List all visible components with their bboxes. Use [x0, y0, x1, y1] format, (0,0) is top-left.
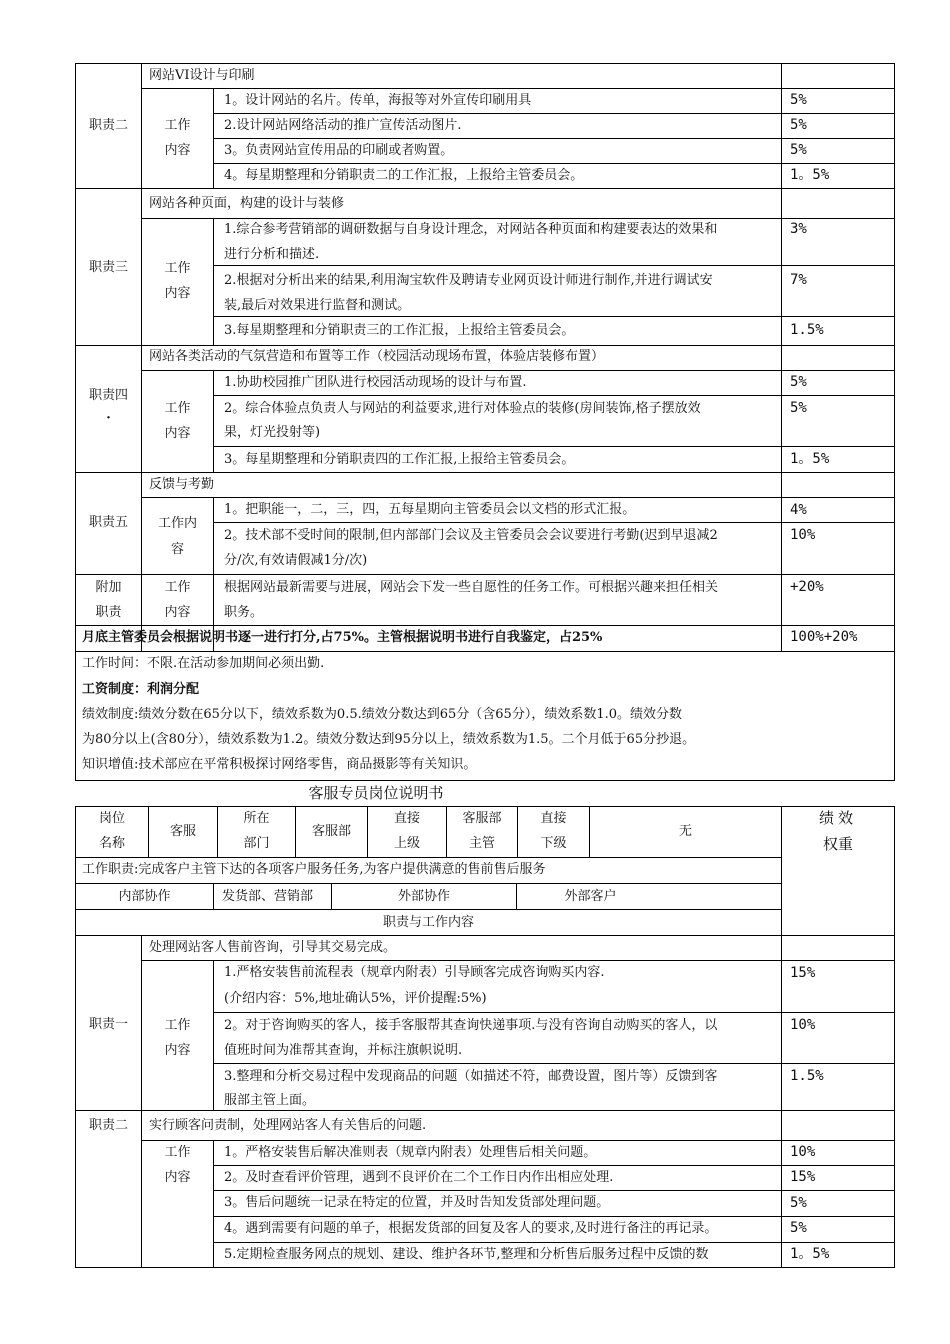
task-weight: 15%: [790, 965, 816, 981]
duty-header: 反馈与考勤: [149, 477, 215, 492]
table-border: [213, 370, 214, 472]
table-border: [894, 806, 895, 1268]
task-text: 3。售后问题统一记录在特定的位置，并及时告知发货部处理问题。: [224, 1195, 610, 1210]
duty-header: 网站各类活动的气氛营造和布置等工作（校园活动现场布置，体验店装修布置）: [149, 349, 605, 364]
work-label: 工作: [164, 401, 191, 416]
work-label: 工作: [164, 1145, 191, 1160]
task-weight: 1.5%: [790, 322, 824, 338]
table-border: [213, 218, 214, 345]
duty-label: 职责四: [88, 388, 128, 403]
task-weight: 10%: [790, 1144, 816, 1160]
task-weight: 15%: [790, 1169, 816, 1185]
duty-header: 处理网站客人售前咨询，引导其交易完成。: [149, 940, 397, 955]
task-text: 1。把职能一，二，三，四，五每星期向主管委员会以文档的形式汇报。: [224, 502, 636, 517]
external-collab-label: 外部协作: [397, 889, 450, 904]
work-label: 内容: [164, 1043, 191, 1058]
supervisor-value: 主管: [468, 836, 495, 851]
task-text: 果，灯光投射等): [224, 425, 321, 440]
task-weight: 1.5%: [790, 1068, 824, 1084]
internal-collab-value: 发货部、营销部: [222, 889, 314, 904]
task-weight: 5%: [790, 1220, 807, 1236]
task-weight: 1。5%: [790, 1246, 830, 1262]
task-weight: 10%: [790, 527, 816, 543]
table-border: [75, 806, 76, 1268]
task-weight: 10%: [790, 1017, 816, 1033]
duty-label: 职责: [95, 605, 122, 620]
department-label: 所在: [243, 811, 270, 826]
task-text: 服部主管上面。: [224, 1093, 316, 1108]
supervisor-value: 客服部: [462, 811, 502, 826]
task-text: 2。综合体验点负责人与网站的利益要求,进行对体验点的装修(房间装饰,格子摆放效: [224, 401, 701, 416]
work-label: 工作: [164, 118, 191, 133]
table-border: [781, 806, 782, 1268]
work-label: 工作: [164, 261, 191, 276]
duty-label: 职责二: [88, 118, 128, 133]
weight-label: 绩效: [818, 809, 857, 827]
duty-summary: 工作职责:完成客户主管下达的各项客户服务任务,为客户提供满意的售前售后服务: [82, 862, 546, 877]
duty-label: 职责二: [88, 1118, 128, 1133]
task-weight: 1。5%: [790, 167, 830, 183]
work-label: 内容: [164, 605, 191, 620]
table-border: [781, 63, 782, 651]
table-border: [213, 960, 214, 1110]
weight-label: 权重: [822, 835, 853, 853]
task-weight: 1。5%: [790, 451, 830, 467]
task-weight: 5%: [790, 400, 807, 416]
work-label: 容: [170, 542, 184, 557]
task-text: 3。每星期整理和分销职责四的工作汇报,上报给主管委员会。: [224, 452, 575, 467]
work-time-note: 工作时间：不限.在活动参加期间必须出勤.: [82, 656, 325, 671]
work-label: 工作: [164, 580, 191, 595]
task-weight: 5%: [790, 1195, 807, 1211]
task-text: 进行分析和描述.: [224, 247, 320, 262]
task-weight: 5%: [790, 92, 807, 108]
task-text: 2.根据对分析出来的结果,利用淘宝软件及聘请专业网页设计师进行制作,并进行调试安: [224, 273, 713, 288]
task-text: 分/次,有效请假减1分/次): [224, 553, 368, 568]
work-label: 工作内: [157, 516, 197, 531]
duty-label: 附加: [95, 580, 122, 595]
scoring-summary: 月底主管委员会根据说明书逐一进行打分,占75%。主管根据说明书进行自我鉴定，占25%: [82, 630, 603, 645]
post-name-label: 名称: [98, 836, 125, 851]
task-text: 3.每星期整理和分销职责三的工作汇报，上报给主管委员会。: [224, 323, 575, 338]
total-weight: 100%+20%: [790, 629, 858, 645]
table-border: [213, 883, 214, 910]
subordinate-label: 下级: [540, 836, 567, 851]
section-title: 客服专员岗位说明书: [308, 784, 444, 802]
work-label: 内容: [164, 143, 191, 158]
supervisor-label: 直接: [393, 811, 420, 826]
task-text: 4。每星期整理和分销职责二的工作汇报，上报给主管委员会。: [224, 168, 584, 183]
duty-header: 实行顾客问责制，处理网站客人有关售后的问题.: [149, 1118, 427, 1133]
performance-note: 为80分以上(含80分），绩效系数为1.2。绩效分数达到95分以上，绩效系数为1.5。二个月低于65分抄退。: [82, 732, 696, 747]
subordinate-value: 无: [678, 824, 692, 839]
task-text: 3。负责网站宣传用品的印刷或者购置。: [224, 143, 454, 158]
duty-header: 网站各种页面，构建的设计与装修: [149, 196, 345, 211]
post-name-label: 岗位: [98, 811, 125, 826]
task-text: 2。技术部不受时间的限制,但内部部门会议及主管委员会会议要进行考勤(迟到早退减2: [224, 528, 718, 543]
task-text: 5.定期检查服务网点的规划、建设、维护各环节,整理和分析售后服务过程中反馈的数: [224, 1247, 709, 1262]
task-text: 装,最后对效果进行监督和测试。: [224, 298, 411, 313]
external-collab-value: 外部客户: [564, 889, 617, 904]
work-label: 内容: [164, 1170, 191, 1185]
task-text: 职务。: [224, 605, 264, 620]
duty-header: 网站VI设计与印刷: [149, 68, 255, 83]
subordinate-label: 直接: [540, 811, 567, 826]
duty-label-mark: ·: [106, 411, 111, 426]
internal-collab-label: 内部协作: [118, 889, 171, 904]
task-text: 4。遇到需要有问题的单子，根据发货部的回复及客人的要求,及时进行备注的再记录。: [224, 1221, 718, 1236]
salary-note: 工资制度：利润分配: [82, 682, 200, 697]
table-border: [75, 1267, 895, 1268]
table-border: [75, 188, 895, 189]
task-text: 2.设计网站网络活动的推广宣传活动图片.: [224, 118, 462, 133]
task-weight: 3%: [790, 221, 807, 237]
task-text: 3.整理和分析交易过程中发现商品的问题（如描述不符，邮费设置，图片等）反馈到客: [224, 1069, 718, 1084]
task-weight: 5%: [790, 117, 807, 133]
post-name-value: 客服: [169, 824, 196, 839]
table-border: [141, 935, 142, 1268]
knowledge-note: 知识增值:技术部应在平常积极探讨网络零售，商品摄影等有关知识。: [82, 757, 477, 772]
task-text: 1。严格安装售后解决准则表（规章内附表）处理售后相关问题。: [224, 1145, 597, 1160]
task-text: 1。设计网站的名片。传单，海报等对外宣传印刷用具: [224, 93, 532, 108]
task-weight: 5%: [790, 374, 807, 390]
section-heading: 职责与工作内容: [382, 915, 474, 930]
task-text: (介绍内容：5%,地址确认5%，评价提醒:5%): [224, 991, 487, 1006]
task-text: 值班时间为准帮其查询，并标注旗帜说明.: [224, 1043, 463, 1058]
task-text: 1.严格安装售前流程表（规章内附表）引导顾客完成咨询购买内容.: [224, 965, 605, 980]
department-label: 部门: [243, 836, 270, 851]
duty-label: 职责三: [88, 260, 128, 275]
work-label: 内容: [164, 286, 191, 301]
task-weight: +20%: [790, 579, 824, 595]
task-weight: 7%: [790, 272, 807, 288]
task-weight: 5%: [790, 142, 807, 158]
supervisor-label: 上级: [393, 836, 420, 851]
task-text: 2。及时查看评价管理，遇到不良评价在二个工作日内作出相应处理.: [224, 1170, 614, 1185]
task-text: 1.综合参考营销部的调研数据与自身设计理念，对网站各种页面和构建要表达的效果和: [224, 222, 718, 237]
work-label: 工作: [164, 1018, 191, 1033]
work-label: 内容: [164, 426, 191, 441]
performance-note: 绩效制度:绩效分数在65分以下，绩效系数为0.5.绩效分数达到65分（含65分），绩效系数1.0。绩效分数: [82, 707, 682, 722]
task-text: 2。对于咨询购买的客人，接手客服帮其查询快递事项.与没有咨询自动购买的客人，以: [224, 1018, 718, 1033]
department-value: 客服部: [311, 824, 351, 839]
task-text: 1.协助校园推广团队进行校园活动现场的设计与布置.: [224, 375, 527, 390]
duty-label: 职责一: [88, 1017, 128, 1032]
task-text: 根据网站最新需要与进展，网站会下发一些自愿性的任务工作。可根据兴趣来担任相关: [224, 580, 719, 595]
task-weight: 4%: [790, 502, 807, 518]
table-border: [213, 1140, 214, 1268]
table-border: [75, 1110, 895, 1111]
duty-label: 职责五: [88, 515, 128, 530]
table-border: [894, 63, 895, 781]
